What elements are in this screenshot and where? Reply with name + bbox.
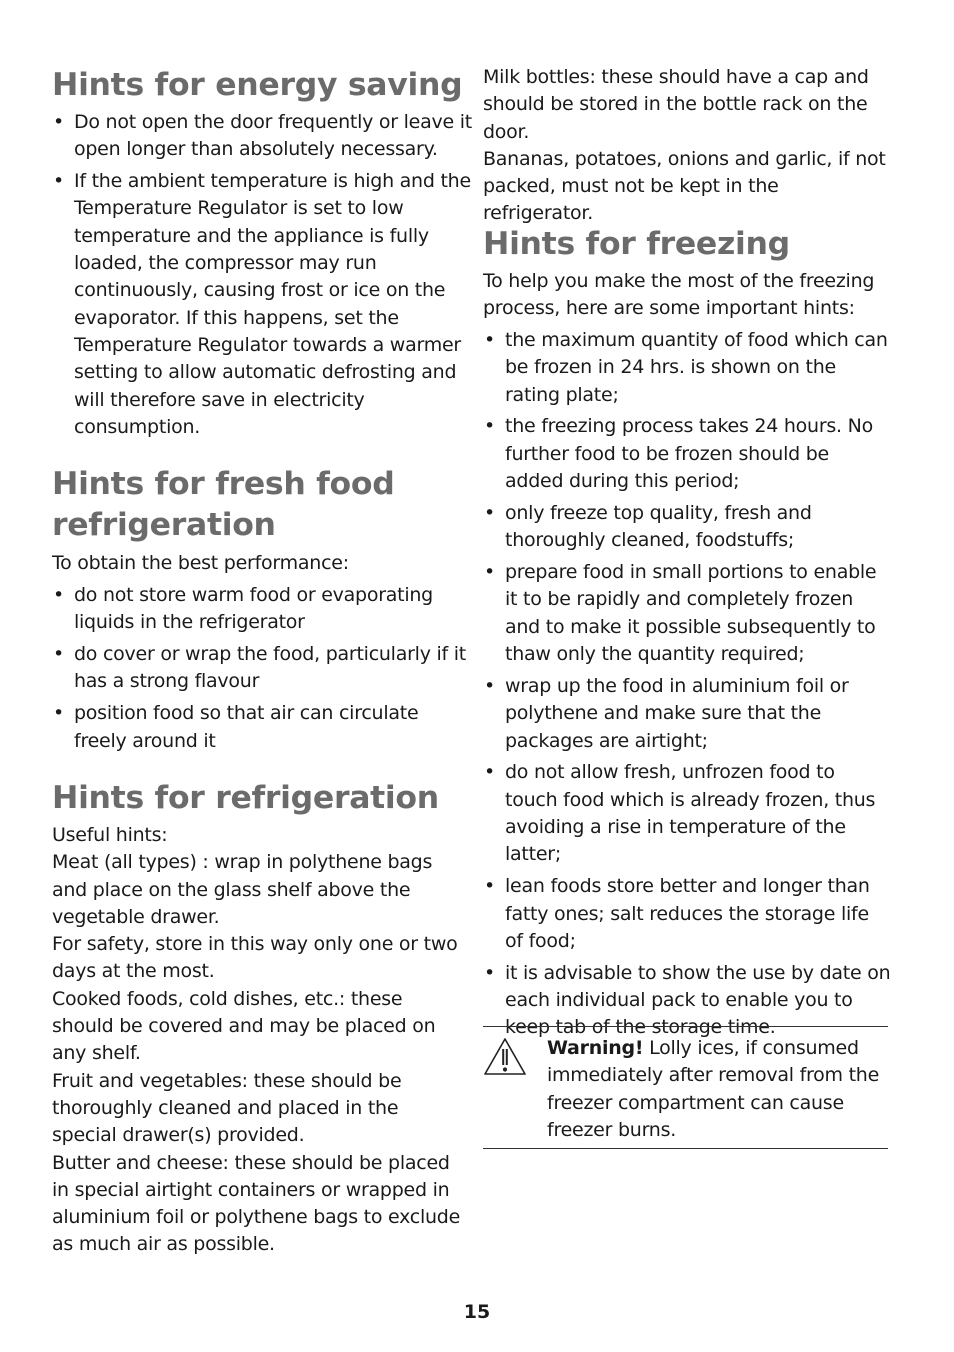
list-item: • position food so that air can circulate freely around it	[52, 700, 472, 755]
warning-message: Lolly ices, if consumed immediately after removal from the freezer compartment can cause freezer burns.	[547, 1037, 880, 1141]
list-item: • lean foods store better and longer than fatty ones; salt reduces the storage life of food;	[483, 873, 891, 955]
fresh-food-heading	[52, 464, 472, 546]
storage-line: Milk bottles: these should have a cap and should be stored in the bottle rack on the door.	[483, 66, 869, 143]
warning-box	[483, 1026, 888, 1149]
list-item: • only freeze top quality, fresh and thoroughly cleaned, foodstuffs;	[483, 500, 891, 555]
fresh-food-list	[52, 582, 472, 760]
fresh-food-intro: To obtain the best performance:	[52, 552, 349, 574]
storage-paragraph	[483, 64, 891, 228]
list-item: • do not allow fresh, unfrozen food to touch food which is already frozen, thus avoiding a rise in temperature of the latter;	[483, 759, 891, 868]
list-item: • do not store warm food or evaporating liquids in the refrigerator	[52, 582, 472, 637]
list-item: • If the ambient temperature is high and the Temperature Regulator is set to low temperature and the appliance is fully loaded, the compressor may run continuously, causing frost or ice on the evaporator. If this happens, set the Temperature Regulator towards a warmer setting to allow automatic defrosting and will therefore save in electricity consumption.	[52, 168, 472, 441]
refrigeration-line: For safety, store in this way only one or two days at the most.	[52, 933, 458, 983]
freezing-list	[483, 327, 891, 1046]
refrigeration-line: Useful hints:	[52, 824, 168, 846]
list-item: • Do not open the door frequently or leave it open longer than absolutely necessary.	[52, 109, 472, 164]
list-item: • it is advisable to show the use by date on each individual pack to enable you to keep tab of the storage time.	[483, 960, 891, 1042]
list-item: • prepare food in small portions to enable it to be rapidly and completely frozen and to make it possible subsequently to thaw only the quantity required;	[483, 559, 891, 668]
refrigeration-line: Cooked foods, cold dishes, etc.: these should be covered and may be placed on any shelf.	[52, 987, 436, 1065]
list-item: • wrap up the food in aluminium foil or polythene and make sure that the packages are airtight;	[483, 673, 891, 755]
list-item: • the maximum quantity of food which can be frozen in 24 hrs. is shown on the rating plate;	[483, 327, 891, 409]
refrigeration-heading: Hints for refrigeration	[52, 780, 439, 816]
refrigeration-line: Fruit and vegetables: these should be thoroughly cleaned and placed in the special drawer(s) provided.	[52, 1069, 402, 1147]
energy-saving-list	[52, 109, 472, 446]
page-number: 15	[463, 1301, 491, 1323]
list-item: • the freezing process takes 24 hours. No further food to be frozen should be added during this period;	[483, 413, 891, 495]
refrigeration-line: Meat (all types) : wrap in polythene bags and place on the glass shelf above the vegetable drawer.	[52, 851, 433, 928]
list-item: • do cover or wrap the food, particularly if it has a strong flavour	[52, 641, 472, 696]
energy-saving-heading: Hints for energy saving	[52, 67, 463, 103]
refrigeration-line: Butter and cheese: these should be placed in special airtight containers or wrapped in aluminium foil or polythene bags to exclude as much air as possible.	[52, 1151, 461, 1256]
storage-line: Bananas, potatoes, onions and garlic, if not packed, must not be kept in the refrigerator.	[483, 147, 886, 225]
warning-text	[547, 1035, 892, 1144]
fresh-food-heading-line1: Hints for fresh food	[52, 466, 395, 502]
fresh-food-heading-line2: refrigeration	[52, 507, 276, 543]
warning-label: Warning!	[547, 1037, 644, 1059]
refrigeration-paragraph	[52, 822, 467, 1259]
freezing-heading: Hints for freezing	[483, 226, 790, 262]
warning-triangle-icon	[483, 1037, 527, 1077]
freezing-intro: To help you make the most of the freezing process, here are some important hints:	[483, 270, 875, 320]
